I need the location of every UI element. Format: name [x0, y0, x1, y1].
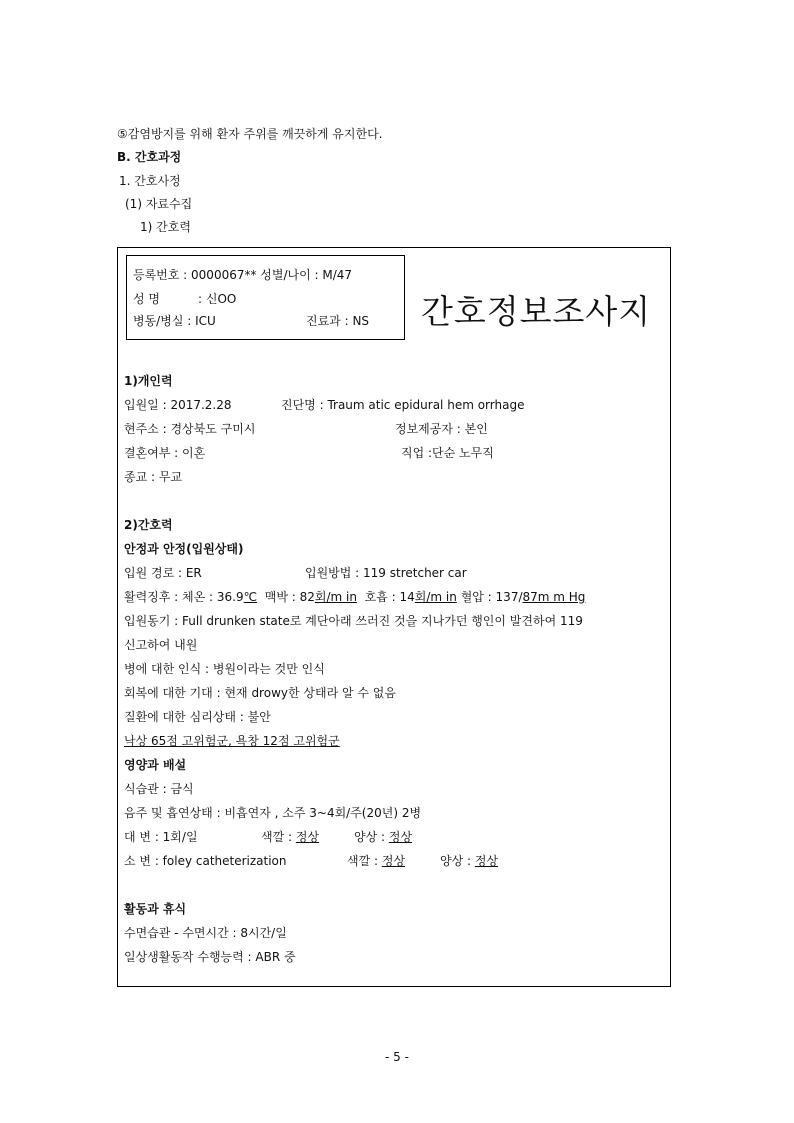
stool-color-value: 정상	[295, 830, 320, 844]
subsection-data-collection: (1) 자료수집	[125, 197, 193, 211]
stool-shape-label: 양상 :	[354, 830, 389, 844]
vitals-respiration: 호흡 : 14	[364, 590, 415, 604]
urine-shape-value: 정상	[474, 854, 499, 868]
informant: 정보제공자 : 본인	[395, 422, 488, 436]
diet-habit: 식습관 : 금식	[124, 782, 194, 796]
vitals-pulse: 맥박 : 82	[264, 590, 315, 604]
vitals-pulse-unit: 회/m in	[314, 590, 357, 604]
risk-scores: 낙상 65점 고위험군, 욕창 12점 고위험군	[124, 734, 340, 748]
stability-heading: 안정과 안정(입원상태)	[124, 542, 244, 556]
occupation: 직업 :단순 노무직	[401, 446, 494, 460]
ward-label: 병동/병실 : ICU	[133, 314, 216, 328]
admission-date: 입원일 : 2017.2.28	[124, 398, 232, 412]
subsection-nursing-history: 1) 간호력	[140, 220, 191, 234]
form-title: 간호정보조사지	[421, 292, 652, 331]
diagnosis: 진단명 : Traum atic epidural hem orrhage	[281, 398, 525, 412]
adl-ability: 일상생활동작 수행능력 : ABR 중	[124, 950, 296, 964]
urine-color-value: 정상	[381, 854, 406, 868]
marital-status: 결혼여부 : 이혼	[124, 446, 206, 460]
admission-method: 입원방법 : 119 stretcher car	[305, 566, 467, 580]
stool-shape-value: 정상	[388, 830, 413, 844]
vitals-temperature: 활력징후 : 체온 : 36.9	[124, 590, 244, 604]
urine-label: 소 변 : foley catheterization	[124, 854, 287, 868]
section-b-heading: B. 간호과정	[117, 150, 182, 164]
nutrition-elimination-heading: 영양과 배설	[124, 758, 187, 772]
registration-line: 등록번호 : 0000067** 성별/나이 : M/47	[133, 268, 353, 282]
admission-route: 입원 경로 : ER	[124, 566, 202, 580]
vitals-blood-pressure: 혈압 : 137/	[460, 590, 523, 604]
urine-shape-label: 양상 :	[440, 854, 475, 868]
vitals-temperature-unit: ℃	[243, 590, 258, 604]
admission-motive-line1: 입원동기 : Full drunken state로 계단아래 쓰러진 것을 지나가던 행인이 발견하여 119	[124, 614, 583, 628]
vitals-blood-pressure-value: 87m m Hg	[522, 590, 586, 604]
stool-shape	[354, 829, 412, 845]
urine-shape	[440, 853, 498, 869]
urine-color	[347, 853, 405, 869]
subsection-nursing-assessment: 1. 간호사정	[119, 174, 181, 188]
activity-rest-heading: 활동과 휴식	[124, 902, 187, 916]
nursing-history-heading: 2)간호력	[124, 518, 173, 532]
stool-color-label: 색깔 :	[261, 830, 296, 844]
personal-history-heading: 1)개인력	[124, 374, 173, 388]
illness-perception: 병에 대한 인식 : 병원이라는 것만 인식	[124, 662, 325, 676]
vital-signs	[124, 589, 585, 605]
intro-step5: ⑤감염방지를 위해 환자 주위를 깨끗하게 유지한다.	[117, 127, 383, 141]
religion: 종교 : 무교	[124, 470, 183, 484]
name-value: : 신OO	[198, 292, 237, 306]
vitals-respiration-unit: 회/m in	[414, 590, 457, 604]
urine-color-label: 색깔 :	[347, 854, 382, 868]
name-label: 성 명	[133, 292, 160, 306]
drinking-smoking: 음주 및 흡연상태 : 비흡연자 , 소주 3~4회/주(20년) 2병	[124, 806, 422, 820]
stool-color	[261, 829, 319, 845]
admission-motive-line2: 신고하여 내원	[124, 638, 198, 652]
sleep-habit: 수면습관 - 수면시간 : 8시간/일	[124, 926, 287, 940]
address: 현주소 : 경상북도 구미시	[124, 422, 256, 436]
psychological-state: 질환에 대한 심리상태 : 불안	[124, 710, 271, 724]
department-label: 진료과 : NS	[306, 314, 370, 328]
recovery-expectation: 회복에 대한 기대 : 현재 drowy한 상태라 알 수 없음	[124, 686, 396, 700]
stool-label: 대 변 : 1회/일	[124, 830, 198, 844]
page-number: - 5 -	[385, 1050, 409, 1064]
